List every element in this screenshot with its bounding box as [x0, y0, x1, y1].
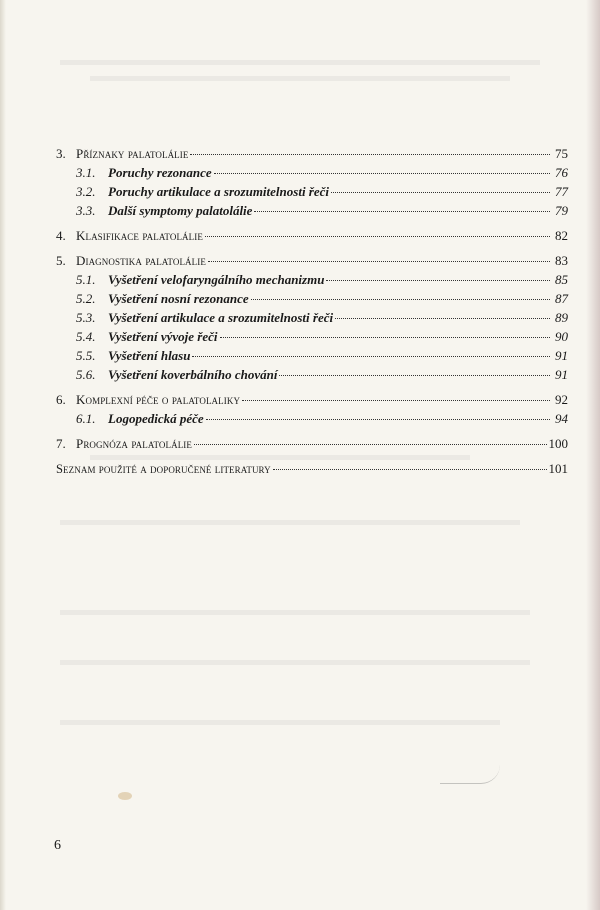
toc-entry-title: Příznaky palatolálie [76, 146, 189, 161]
toc-entry-page: 75 [555, 146, 568, 161]
toc-entry-number: 4. [56, 228, 66, 243]
dot-leader [331, 192, 550, 193]
page-number: 6 [54, 838, 61, 853]
toc-entry-page: 91 [555, 348, 568, 363]
toc-entry-number: 6.1. [76, 411, 96, 426]
dot-leader [192, 356, 550, 357]
toc-entry-number: 5. [56, 253, 66, 268]
toc-entry-number: 3.2. [76, 184, 96, 199]
bleed-through-text [60, 720, 500, 725]
toc-entry-page: 85 [555, 272, 568, 287]
toc-entry-number: 7. [56, 436, 66, 451]
toc-entry-number: 5.6. [76, 367, 96, 382]
toc-entry-page: 89 [555, 310, 568, 325]
bleed-through-text [90, 76, 510, 81]
toc-chapter-entry [56, 144, 568, 163]
toc-entry-title: Vyšetření vývoje řeči [108, 329, 218, 344]
toc-entry-number: 3.3. [76, 203, 96, 218]
bleed-through-text [60, 520, 520, 525]
toc-entry-title: Další symptomy palatolálie [108, 203, 253, 218]
toc-entry-number: 3. [56, 146, 66, 161]
dot-leader [273, 469, 547, 470]
toc-entry-title: Logopedická péče [108, 411, 204, 426]
toc-entry-number: 6. [56, 392, 66, 407]
toc-bibliography-entry [56, 459, 568, 478]
toc-entry-page: 82 [555, 228, 568, 243]
bleed-through-text [60, 610, 530, 615]
toc-entry-page: 92 [555, 392, 568, 407]
toc-entry-title: Vyšetření koverbálního chování [108, 367, 278, 382]
dot-leader [242, 400, 550, 401]
toc-chapter-entry [56, 390, 568, 409]
dot-leader [335, 318, 550, 319]
page-edge-shadow-left [0, 0, 6, 910]
toc-entry-page: 77 [555, 184, 568, 199]
dot-leader [205, 236, 550, 237]
dot-leader [251, 299, 550, 300]
toc-subentry [56, 201, 568, 220]
toc-entry-title: Vyšetření artikulace a srozumitelnosti řeči [108, 310, 334, 325]
toc-subentry [56, 308, 568, 327]
toc-subentry [56, 163, 568, 182]
toc-chapter-entry [56, 251, 568, 270]
toc-entry-title: Poruchy rezonance [108, 165, 212, 180]
dot-leader [279, 375, 550, 376]
toc-subentry [56, 365, 568, 384]
dot-leader [220, 337, 551, 338]
dot-leader [206, 419, 550, 420]
page-edge-shadow-right [586, 0, 600, 910]
toc-entry-title: Komplexní péče o palatolaliky [76, 392, 241, 407]
toc-entry-number: 5.4. [76, 329, 96, 344]
toc-entry-title: Diagnostika palatolálie [76, 253, 206, 268]
toc-entry-title: Prognóza palatolálie [76, 436, 192, 451]
toc-subentry [56, 289, 568, 308]
pencil-mark [440, 765, 500, 784]
toc-entry-number: 5.5. [76, 348, 96, 363]
toc-entry-page: 87 [555, 291, 568, 306]
dot-leader [214, 173, 550, 174]
toc-entry-number: 3.1. [76, 165, 96, 180]
toc-entry-title: Vyšetření velofaryngálního mechanizmu [108, 272, 325, 287]
toc-entry-title: Vyšetření nosní rezonance [108, 291, 249, 306]
toc-entry-title: Poruchy artikulace a srozumitelnosti řeči [108, 184, 330, 199]
bleed-through-text [60, 60, 540, 65]
toc-entry-page: 90 [555, 329, 568, 344]
table-of-contents [56, 144, 568, 478]
toc-entry-page: 101 [548, 461, 568, 476]
toc-subentry [56, 409, 568, 428]
toc-entry-title: Klasifikace palatolálie [76, 228, 203, 243]
dot-leader [194, 444, 547, 445]
toc-subentry [56, 270, 568, 289]
toc-entry-number: 5.1. [76, 272, 96, 287]
dot-leader [326, 280, 550, 281]
toc-entry-page: 94 [555, 411, 568, 426]
toc-chapter-entry [56, 434, 568, 453]
toc-entry-title: Vyšetření hlasu [108, 348, 191, 363]
paper-stain [118, 792, 132, 800]
toc-subentry [56, 182, 568, 201]
bleed-through-text [60, 660, 530, 665]
toc-subentry [56, 346, 568, 365]
toc-entry-page: 76 [555, 165, 568, 180]
dot-leader [208, 261, 550, 262]
toc-subentry [56, 327, 568, 346]
toc-entry-page: 91 [555, 367, 568, 382]
toc-chapter-entry [56, 226, 568, 245]
toc-entry-number: 5.3. [76, 310, 96, 325]
dot-leader [254, 211, 550, 212]
toc-entry-page: 100 [548, 436, 568, 451]
toc-entry-page: 79 [555, 203, 568, 218]
toc-entry-number: 5.2. [76, 291, 96, 306]
toc-entry-page: 83 [555, 253, 568, 268]
toc-entry-title: Seznam použité a doporučené literatury [56, 462, 271, 476]
dot-leader [190, 154, 550, 155]
